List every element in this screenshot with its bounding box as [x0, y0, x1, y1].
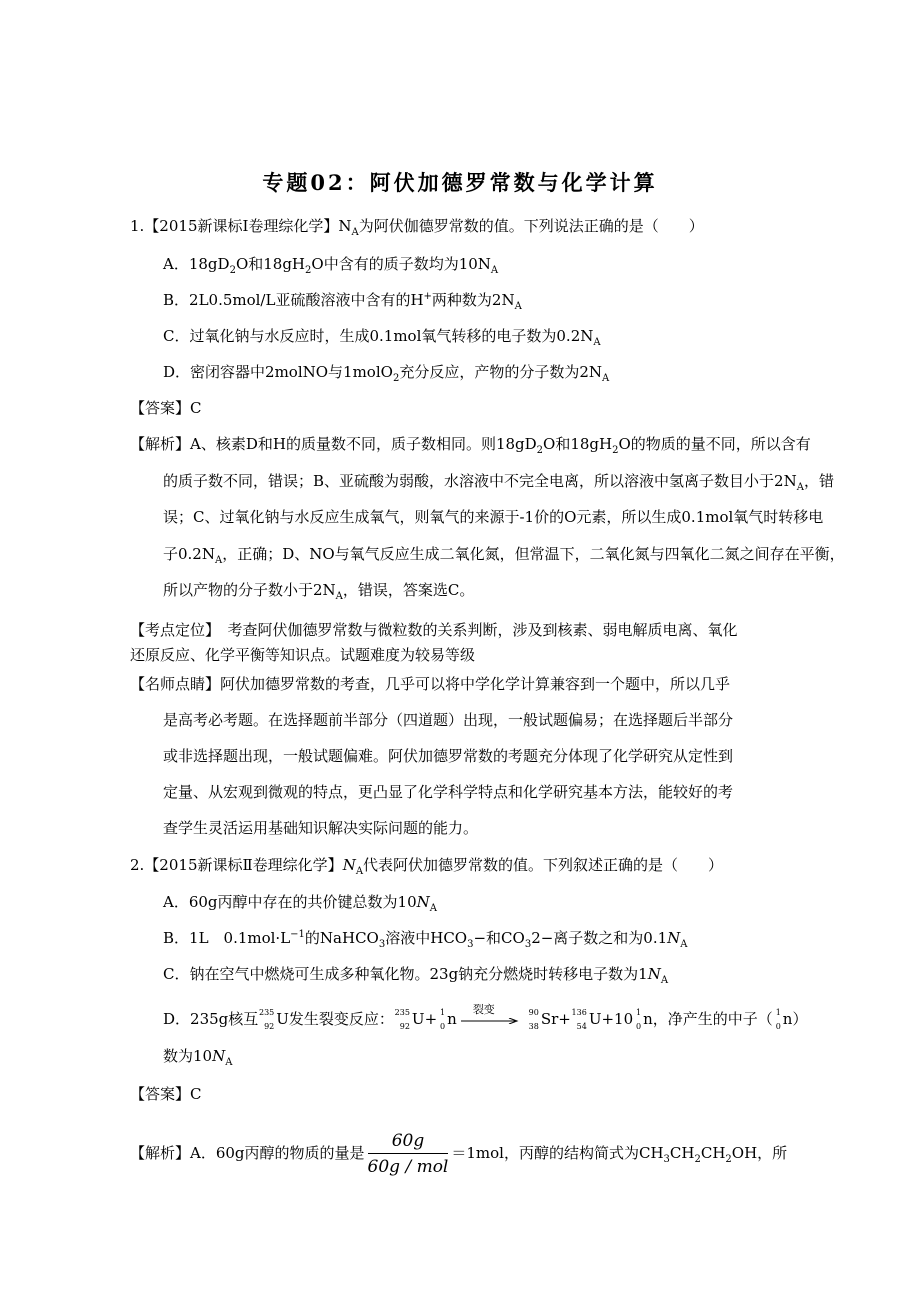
- q1-analysis-line4: 子$0.2N_A$，正确；D、NO与氧气反应生成二氧化氮，但常温下，二氧化氮与四氧化二氮之间存在平衡，: [163, 545, 845, 566]
- q1-answer: 【答案】C: [130, 399, 202, 417]
- q1-analysis-line3: 误；C、过氧化钠与水反应生成氧气，则氧气的来源于-1价的O元素，所以生成0.1mol氧气时转移电: [163, 508, 824, 526]
- nuclide-u136: 136 54: [571, 1008, 587, 1031]
- page-title: 专题02：阿伏加德罗常数与化学计算: [262, 170, 658, 195]
- q2-option-b: B．1L $0.1mol\cdot L^{-1}$的NaHCO$_3$溶液中$HCO_3-$和$CO_32-$离子数之和为$0.1N_A$: [163, 929, 688, 950]
- q1-analysis-line2: 的质子数不同，错误；B、亚硫酸为弱酸，水溶液中不完全电离，所以溶液中氢离子数目小于$2N_A$，错: [163, 472, 834, 493]
- q2-stem: 2.【2015新课标Ⅱ卷理综化学】$N_A$代表阿伏加德罗常数的值。下列叙述正确的是（ ）: [130, 856, 724, 877]
- nuclide-neutron-reactant: 1 0: [440, 1008, 446, 1031]
- q1-mingshi-line2: 是高考必考题。在选择题前半部分（四道题）出现，一般试题偏易；在选择题后半部分: [163, 711, 734, 729]
- q1-mingshi-line4: 定量、从宏观到微观的特点，更凸显了化学科学特点和化学研究基本方法，能较好的考: [163, 783, 734, 801]
- q2-answer: 【答案】C: [130, 1085, 202, 1103]
- nuclide-neutron-note: 1 0: [775, 1008, 781, 1031]
- q2-analysis-line1: 【解析】A．60g丙醇的物质的量是 $\frac{60g}{\text{60g / mol}}$ ＝1mol，丙醇的结构简式为$CH_3CH_2CH_2OH$，所: [130, 1131, 788, 1177]
- fission-arrow-label: 裂变: [472, 1003, 495, 1016]
- q2-option-c: C．钠在空气中燃烧可生成多种氧化物。23g钠充分燃烧时转移电子数为$1N_A$: [163, 965, 669, 986]
- molar-fraction: $\frac{60g}{\text{60g / mol}}$: [367, 1131, 449, 1177]
- nuclide-u235-reactant: 235 92: [394, 1008, 410, 1031]
- q2-option-d-line2: 数为$10N_A$: [163, 1047, 233, 1068]
- nuclide-neutron-product: 1 0: [636, 1008, 642, 1031]
- fission-arrow: [461, 1003, 519, 1030]
- nuclide-sr90: 90 38: [528, 1008, 539, 1031]
- q1-mingshi-line1: 【名师点睛】阿伏加德罗常数的考查，几乎可以将中学化学计算兼容到一个题中，所以几乎: [130, 675, 731, 693]
- q1-mingshi-line5: 查学生灵活运用基础知识解决实际问题的能力。: [163, 819, 479, 837]
- arrow-icon: [461, 1018, 519, 1024]
- q2-option-d: D．235g核互 235 92 U发生裂变反应： 235 92 U+ 1 0 n 裂变 90 38 Sr+ 136 54 U+10 1 0 n，净产生的中子（ 1 0 n）: [163, 1003, 808, 1031]
- q2-option-a: A．60g丙醇中存在的共价键总数为$10N_A$: [163, 893, 437, 914]
- q1-option-a: A．$18gD_2O$和$18gH_2O$中含有的质子数均为$10N_A$: [163, 255, 499, 276]
- q1-mingshi-line3: 或非选择题出现，一般试题偏难。阿伏加德罗常数的考题充分体现了化学研究从定性到: [163, 747, 734, 765]
- q1-option-c: C．过氧化钠与水反应时，生成0.1mol氧气转移的电子数为$0.2N_A$: [163, 327, 601, 348]
- q1-analysis-line1: 【解析】A、核素D和H的质量数不同，质子数相同。则$18gD_2O$和$18gH_2O$的物质的量不同，所以含有: [130, 435, 811, 456]
- q1-stem: 1.【2015新课标Ⅰ卷理综化学】$N_A$为阿伏伽德罗常数的值。下列说法正确的是（ ）: [130, 217, 704, 238]
- q1-kaodian-line2: 还原反应、化学平衡等知识点。试题难度为较易等级: [130, 646, 476, 664]
- q1-analysis-line5: 所以产物的分子数小于$2N_A$，错误，答案选C。: [163, 581, 475, 602]
- q1-kaodian-line1: 【考点定位】 考查阿伏伽德罗常数与微粒数的关系判断，涉及到核素、弱电解质电离、氧化: [130, 621, 738, 639]
- nuclide-u235-notation: 235 92: [258, 1008, 275, 1031]
- q1-option-d: D．密闭容器中2molNO与1molO$_2$充分反应，产物的分子数为$2N_A$: [163, 363, 610, 384]
- q1-option-b: B．2L0.5mol/L亚硫酸溶液中含有的H+两种数为$2N_A$: [163, 291, 522, 312]
